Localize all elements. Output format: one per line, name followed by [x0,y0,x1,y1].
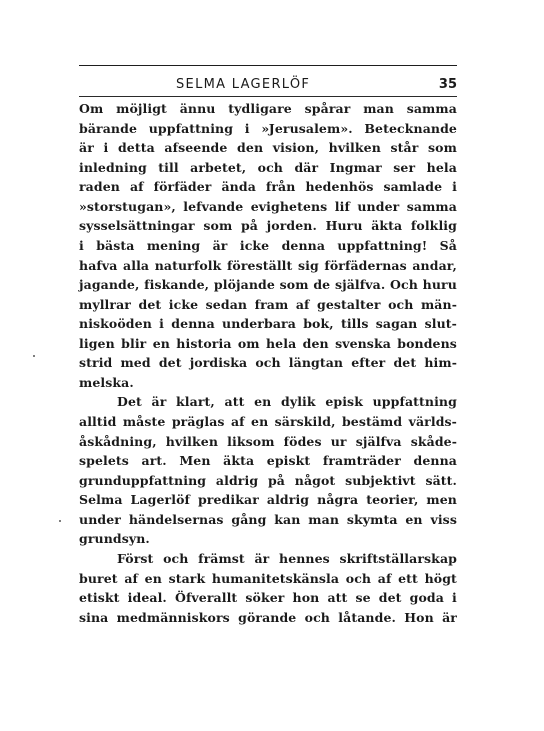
word: af [230,414,245,429]
word: samlade [383,179,443,195]
text-line [79,216,457,236]
word: Om [79,101,104,116]
word: gestalter [317,296,381,312]
word: svenska [335,335,391,351]
word: tills [340,316,369,332]
word: skåde- [410,433,457,449]
word: den [237,140,264,156]
word: alla [123,257,150,273]
word: själfva. [334,277,386,293]
word: där [294,159,319,175]
word: ända [221,179,256,195]
word: äkta [223,453,255,469]
text-line [79,549,457,569]
word: ett [398,570,418,586]
word: skymta [346,511,398,527]
word: afseende [164,140,228,156]
word: till [158,159,179,175]
word: efter [351,355,386,371]
word: att [327,590,348,606]
word: mening [146,237,201,253]
word: åskådning, [79,433,157,449]
word: ligen [79,335,115,351]
word: Ingmar [329,159,382,175]
word: uppfattning! [337,237,428,253]
word: födes [283,433,322,449]
text-line [79,608,457,628]
word: slut- [424,316,457,332]
word: teorier, [366,492,419,508]
word: naturfolk [154,257,222,273]
word: möjligt [116,101,167,116]
word: icke [239,237,270,253]
text-line [79,119,457,139]
word: några [317,492,359,508]
word: Huru [325,218,363,234]
word: episk [325,394,363,410]
page-number: 35 [438,77,457,92]
word: och [163,550,189,566]
word: Hon [404,609,434,625]
word: och [257,159,283,175]
word: myllrar [79,296,131,312]
word: Betecknande [364,120,457,136]
word: tydligare [228,101,292,116]
word: som [279,277,309,293]
word: bästa [96,237,135,253]
word: jorden. [266,218,317,234]
word: kan [274,511,301,527]
word: jagande, [79,277,140,293]
word: denna [413,453,457,469]
word: främst [198,550,245,566]
word: längtan [288,355,344,371]
word: hela [426,159,457,175]
text-line [79,373,457,393]
word: uppfattning [148,120,234,136]
word: något [294,472,336,488]
word: är [151,394,167,410]
word: evighetens [250,198,328,214]
word: aldrig [266,492,310,508]
word: bestämd [341,414,403,429]
word: hvilken [165,433,219,449]
text-line [79,99,457,119]
word: hela [265,335,297,351]
word: underbara [222,316,296,332]
word: görande [238,609,297,625]
word: liksom [227,433,275,449]
word: en [251,414,269,429]
text-line [79,197,457,217]
word: äkta [371,218,403,234]
word: ur [330,433,347,449]
word: är [79,140,94,156]
word: Selma [79,492,123,508]
word: strid [79,355,113,371]
word: grunduppfattning [79,472,207,488]
word: af [129,179,144,195]
text-line [79,569,457,589]
word: dylik [281,394,316,410]
text-line [79,412,457,432]
text-line [79,510,457,530]
text-line [79,432,457,452]
word: humanitetskänsla [211,570,340,586]
word: man [308,511,340,527]
text-line [79,138,457,158]
word: jordiska [189,355,248,371]
word: ännu [179,101,216,116]
word: och [345,570,372,586]
word: »Jerusalem». [261,120,353,136]
word: är [212,237,228,253]
word: sig [297,257,319,273]
word: folklig [410,218,457,234]
text-line [79,471,457,491]
word: viss [430,511,457,527]
text-line [79,177,457,197]
word: hafva [79,257,118,273]
word: präglas [171,414,225,429]
text-line [79,392,457,412]
word: sätt. [425,472,457,488]
text-line [79,158,457,178]
word: blir [121,335,147,351]
word: händelsernas [128,511,224,527]
word: att [224,394,245,410]
word: hon [292,590,320,606]
text-line [79,490,457,510]
word: män- [420,296,457,312]
word: subjektivt [345,472,416,488]
running-head [79,76,457,94]
word: alltid [79,414,117,429]
word: i [103,140,109,156]
word: i [452,179,457,195]
word: men [426,492,457,508]
word: det [158,355,182,371]
word: Först [117,550,154,566]
word: vision, [272,140,320,156]
word: af [295,296,310,312]
word: om [237,335,260,351]
word: buret [79,570,118,586]
word: på [267,472,285,488]
word: i [452,590,457,606]
word: det [138,296,162,312]
word: denna [281,237,326,253]
running-title: SELMA LAGERLÖF [176,77,311,92]
word: bok, [303,316,334,332]
text-line [79,295,457,315]
word: söker [245,590,285,606]
word: och [388,296,414,312]
word: episkt [266,453,311,469]
word: som [428,140,457,156]
word: spelets [79,453,129,469]
word: predikar [197,492,259,508]
word: ser [393,159,416,175]
word: lefvande [183,198,244,214]
word: är [442,609,457,625]
word: bärande [79,120,138,136]
text-line [79,588,457,608]
word: man [363,101,394,116]
word: sina [79,609,109,625]
word: är [254,550,270,566]
word: Men [179,453,211,469]
word: en [152,335,170,351]
word: icke [168,296,199,312]
word: med [120,355,151,371]
word: klart, [176,394,215,410]
word: framträder [322,453,401,469]
word: de [313,277,331,293]
word: skriftställarskap [339,550,457,566]
word: som [203,218,233,234]
word: från [265,179,296,195]
paper-speck [33,355,35,357]
word: andar, [412,257,457,273]
word: ideal. [127,590,167,606]
word: historia [176,335,232,351]
word: se [355,590,371,606]
word: högt [424,570,457,586]
text-line [79,275,457,295]
word: världs- [408,414,457,429]
word: på [240,218,258,234]
word: Det [117,394,142,410]
word: själfva [355,433,402,449]
text-line [79,256,457,276]
text-line [79,451,457,471]
word: medmänniskors [116,609,230,625]
word: uppfattning [372,394,457,410]
word: den [302,335,329,351]
word: sedan [205,296,248,312]
word: bondens [397,335,457,351]
word: »storstugan», [79,198,176,214]
word: fram [254,296,289,312]
text-line [79,353,457,373]
word: samma [406,198,457,214]
word: fiskande, [144,277,210,293]
word: förfädernas [324,257,407,273]
word: huru [422,277,457,293]
word: Och [390,277,418,293]
word: och [304,609,330,625]
paper-speck [59,520,61,522]
word: under [79,511,121,527]
word: spårar [304,101,351,116]
word: etiskt [79,590,120,606]
word: låtande. [338,609,396,625]
top-rule [79,65,457,66]
word: en [405,511,423,527]
text-line [79,529,457,549]
word: samma [406,101,457,116]
word: och [255,355,281,371]
word: af [124,570,138,586]
text-line [79,314,457,334]
text-line [79,236,457,256]
word: i [244,120,250,136]
word: melska. [79,374,134,390]
word: särskild, [274,414,336,429]
word: hennes [279,550,330,566]
word: det [393,355,417,371]
word: i [159,316,165,332]
word: gång [231,511,267,527]
word: arbetet, [190,159,247,175]
word: under [357,198,400,214]
word: en [144,570,162,586]
word: niskoöden [79,316,152,332]
word: föreställt [226,257,293,273]
word: art. [141,453,167,469]
word: Så [439,237,457,253]
word: raden [79,179,120,195]
word: aldrig [215,472,259,488]
body-text [79,99,457,627]
word: him- [424,355,457,371]
word: af [377,570,392,586]
word: stark [168,570,206,586]
word: en [254,394,272,410]
word: hedenhös [305,179,374,195]
word: inledning [79,159,147,175]
word: Öfverallt [174,590,238,606]
word: hvilken [328,140,381,156]
word: det [378,590,402,606]
word: goda [409,590,444,606]
text-line [79,334,457,354]
header-rule [79,96,457,97]
word: lif [334,198,350,214]
word: denna [171,316,215,332]
word: detta [117,140,155,156]
word: sagan [375,316,418,332]
word: i [79,237,84,253]
word: sysselsättningar [79,218,195,234]
word: plöjande [213,277,275,293]
word: förfäder [153,179,212,195]
word: måste [122,414,166,429]
word: grundsyn. [79,531,150,547]
word: Lagerlöf [130,492,190,508]
word: står [390,140,419,156]
